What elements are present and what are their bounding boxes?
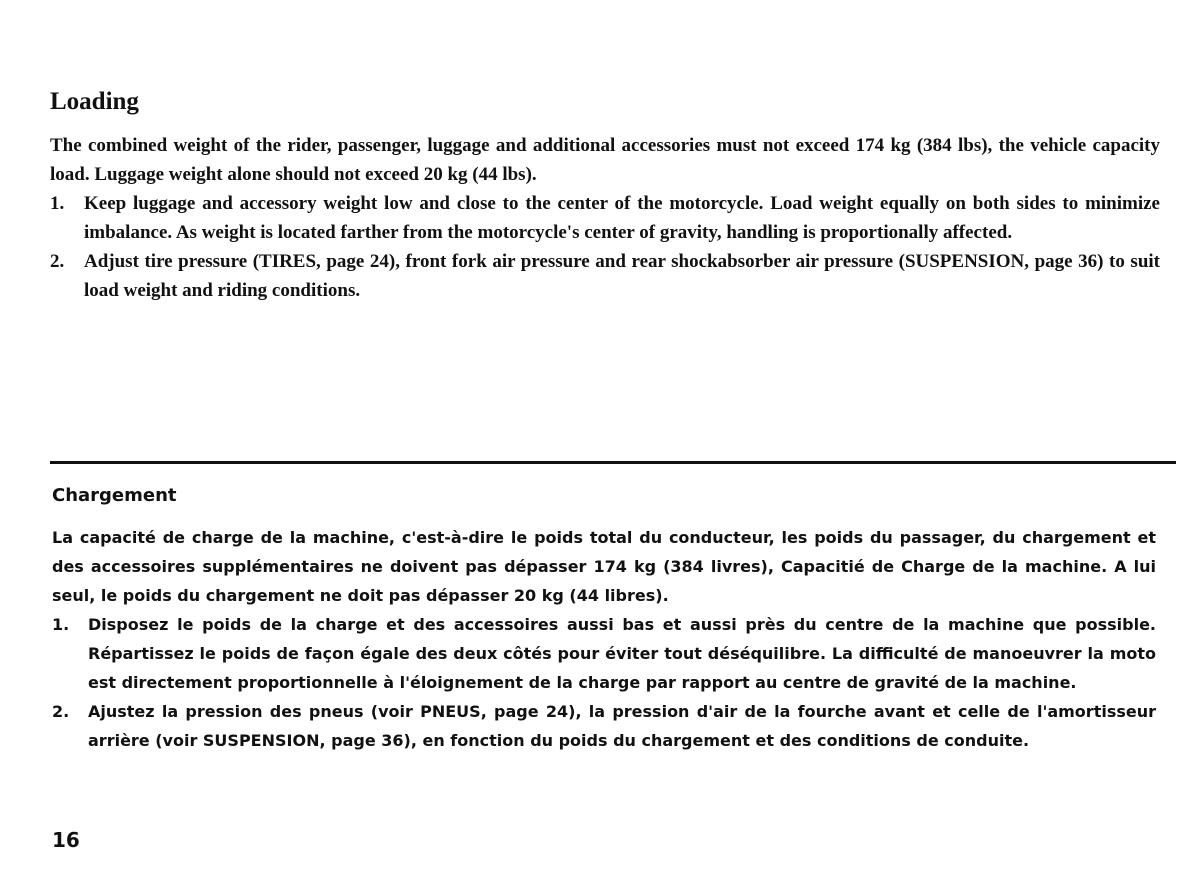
list-item xyxy=(50,189,1160,247)
english-instruction-list xyxy=(50,189,1160,305)
page-number: 16 xyxy=(52,828,80,852)
list-item-text: Adjust tire pressure (TIRES, page 24), front fork air pressure and rear shockabsorber air pressure (SUSPENSION, page 36) to suit load weight and riding conditions. xyxy=(84,251,1160,301)
list-item-number: 1. xyxy=(52,615,70,634)
english-heading: Loading xyxy=(50,88,139,115)
list-item-number: 1. xyxy=(50,193,65,214)
french-heading: Chargement xyxy=(52,485,177,506)
english-intro-paragraph: The combined weight of the rider, passenger, luggage and additional accessories must not exceed 174 kg (384 lbs), the vehicle capacity load. Luggage weight alone should not exceed 20 kg (44 lbs). xyxy=(50,135,1160,185)
list-item-number: 2. xyxy=(50,251,65,272)
list-item xyxy=(50,247,1160,305)
list-item xyxy=(52,697,1156,755)
english-section xyxy=(50,84,1160,305)
list-item xyxy=(52,610,1156,697)
list-item-number: 2. xyxy=(52,702,70,721)
section-divider xyxy=(50,461,1176,464)
french-section xyxy=(52,481,1156,755)
list-item-text: Ajustez la pression des pneus (voir PNEUS, page 24), la pression d'air de la fourche avant et celle de l'amortisseur arrière (voir SUSPENSION, page 36), en fonction du poids du chargement et des conditions de conduite. xyxy=(88,702,1156,750)
french-intro-paragraph: La capacité de charge de la machine, c'est-à-dire le poids total du conducteur, les poids du passager, du chargement et des accessoires supplémentaires ne doivent pas dépasser 174 kg (384 livres), Capacitié de Charge de la machine. A lui seul, le poids du chargement ne doit pas dépasser 20 kg (44 libres). xyxy=(52,528,1156,605)
list-item-text: Disposez le poids de la charge et des accessoires aussi bas et aussi près du centre de la machine que possible. Répartissez le poids de façon égale des deux côtés pour éviter tout déséquilibre. La difficulté de manoeuvrer la moto est directement proportionnelle à l'éloignement de la charge par rapport au centre de gravité de la machine. xyxy=(88,615,1156,692)
list-item-text: Keep luggage and accessory weight low and close to the center of the motorcycle. Load weight equally on both sides to minimize imbalance. As weight is located farther from the motorcycle's center of gravity, handling is proportionally affected. xyxy=(84,193,1160,243)
french-instruction-list xyxy=(52,610,1156,755)
